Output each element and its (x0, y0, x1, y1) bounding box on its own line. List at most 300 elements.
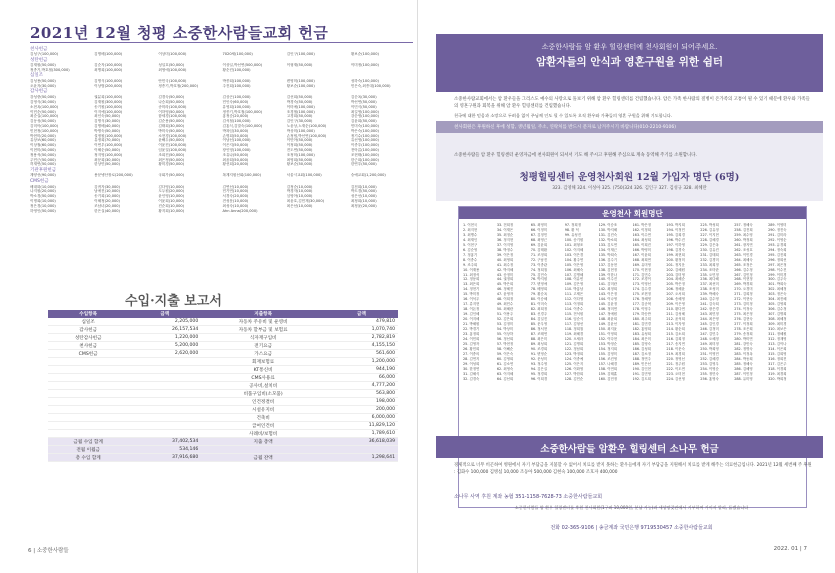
donor-entry: 국회가(50,000) (158, 173, 185, 178)
donor-entry: 이현미(50,000) (30, 147, 56, 152)
member-entry: 38. 박정수 (496, 247, 514, 252)
member-entry: 303. 정은숙 (768, 292, 787, 297)
donor-entry: 이윤진(100,000) (158, 143, 187, 148)
budget-cell (128, 382, 201, 390)
member-entry: 4. 최재인 (463, 237, 478, 242)
donor-entry: 박경자(10,000) (286, 189, 313, 194)
member-entry: 41. 최수정 (496, 262, 514, 267)
member-entry: 40. 최영희 (496, 257, 514, 262)
member-entry: 233. 최희정 (700, 262, 719, 267)
budget-cell: 66,000 (325, 374, 398, 382)
member-entry: 2. 최지현 (463, 227, 478, 232)
budget-cell: 944,190 (325, 366, 398, 374)
member-entry: 197. 이하영 (666, 242, 685, 247)
donor-entry: 강성중(50,000) (30, 95, 56, 100)
donor-entry: 민기연(10,000) (222, 189, 249, 194)
member-entry: 288. 유미영 (734, 376, 753, 381)
member-entry: 133. 김도연 (598, 242, 618, 247)
member-entry: 310. 최보은 (768, 327, 787, 332)
donor-entry: 정은경(10,000) (30, 203, 56, 208)
member-entry: 43. 송정미 (496, 272, 514, 277)
member-entry: 270. 오경미 (734, 287, 753, 292)
member-entry: 248. 오혜정 (700, 336, 719, 341)
member-entry: 291. 김미라 (768, 232, 787, 237)
donor-entry: 최인숙(50,000) (94, 114, 120, 119)
member-entry: 229. 김은옥 (700, 242, 719, 247)
donor-entry: 한상민(50,000) (94, 162, 120, 167)
member-entry: 138. 김현정 (598, 267, 618, 272)
budget-cell: 5,200,000 (128, 342, 201, 350)
member-entry: 214. 황순희 (666, 327, 685, 332)
budget-cell: KT통신비 (201, 366, 325, 374)
member-entry: 263. 이민경 (734, 252, 753, 257)
budget-cell: 총 수입 합계 (48, 454, 128, 462)
member-entry: 14. 정현기 (463, 287, 480, 292)
member-entry: 307. 김명희 (768, 312, 787, 317)
budget-cell: 2,205,000 (128, 318, 201, 326)
budget-cell: 534,146 (128, 446, 201, 454)
budget-cell: 지출 총액 (201, 438, 325, 446)
budget-cell: 1,298,641 (325, 454, 398, 462)
donor-entry: 이민식(50,000) (350, 104, 377, 109)
member-entry: 22. 박경기 (463, 327, 480, 332)
budget-cell: 36,618,039 (325, 438, 398, 446)
member-entry: 171. 김민수 (632, 272, 651, 277)
donor-entry: 조유나(50,000) (222, 152, 249, 157)
donor-entry: 황미경(50,000) (158, 162, 185, 167)
member-entry: 131. 김진숙 (598, 232, 618, 237)
donor-entry: 최윤희(50,000) (222, 157, 249, 162)
member-entry: 6. 김순영 (463, 247, 478, 252)
budget-cell (201, 446, 325, 454)
member-entry: 73. 이종관 (530, 262, 548, 267)
member-entry: 278. 조은희 (734, 327, 753, 332)
budget-cell: 인건정결비 (201, 398, 325, 406)
member-entry: 123. 박정희 (564, 351, 584, 356)
budget-row (48, 446, 398, 454)
contact-strip-text: 천사회원은 후원하신 후에 성함, 생년월일, 주소, 연락처를 반드시 문자로 남겨주시기 바랍니다(010-2210-9106) (454, 125, 677, 130)
donor-entry: 전도연(50,000) (286, 147, 313, 152)
member-entry: 106. 최혜숙 (564, 267, 584, 272)
member-entry: 189. 민은선 (632, 361, 651, 366)
member-entry: 279. 송정희 (734, 331, 753, 336)
member-entry: 128. 김민순 (564, 376, 584, 381)
member-entry: 273. 김미정 (734, 302, 753, 307)
member-entry: 65. 최영미 (530, 223, 548, 227)
member-entry: 287. 이민정 (734, 371, 753, 376)
donor-entry: 황보순(100,000) (350, 52, 379, 57)
donor-entry: 복계지원선회(100,000) (222, 173, 261, 178)
member-entry: 88. 최은미 (530, 336, 548, 341)
member-entry: 317. 김은주 (768, 361, 787, 366)
member-entry: 42. 박지혜 (496, 267, 514, 272)
donor-entry: 황순진(100,000) (222, 68, 251, 73)
member-entry: 47. 윤영자 (496, 292, 514, 297)
donor-entry: 박종희(100,000) (222, 79, 251, 84)
budget-cell: 공사비,설치비 (201, 382, 325, 390)
budget-cell: 563,800 (325, 390, 398, 398)
donor-entry: 조희진(50,000) (158, 152, 185, 157)
member-entry: 172. 조경이 (632, 277, 651, 282)
page-number-left: 6 | 소중한사람들 (28, 548, 69, 554)
member-entry: 194. 이정민 (666, 227, 685, 232)
budget-cell (128, 398, 201, 406)
donor-entry: 최순실(100,000) (30, 114, 59, 119)
donor-entry: 숭예교회(1,200,000) (350, 173, 386, 178)
donor-row (30, 68, 415, 73)
donor-entry: 박은숙(100,000) (350, 128, 379, 133)
member-entry: 284. 박동희 (734, 356, 753, 361)
member-entry: 52. 김은희 (496, 317, 514, 322)
donor-entry: 박도경(50,000) (350, 189, 377, 194)
donor-entry: 황보순(50,000) (286, 162, 313, 167)
member-entry: 62. 최영숙 (496, 366, 514, 371)
donor-entry: 유선영(100,000) (350, 138, 379, 143)
member-entry: 294. 정숙희 (768, 247, 787, 252)
member-entry: 140. 이수진 (598, 277, 618, 282)
member-entry: 272. 이현숙 (734, 297, 753, 302)
member-entry: 162. 이정희 (632, 227, 651, 232)
budget-cell (128, 374, 201, 382)
member-entry: 305. 김영희 (768, 302, 787, 307)
member-entry: 261. 장지연 (734, 242, 753, 247)
donor-entry: 이정희(50,000) (286, 143, 313, 148)
donor-entry: 이민순(50,000) (30, 109, 56, 114)
donor-entry: 민미숙(100,000) (350, 123, 379, 128)
member-entry: 320. 박희정 (768, 376, 787, 381)
member-entry: 204. 최혜순 (666, 277, 685, 282)
member-entry: 145. 김윤정 (598, 302, 618, 307)
donor-entry: 황지희(10,000) (158, 208, 185, 213)
member-entry: 124. 이종예 (564, 356, 584, 361)
donor-row (30, 52, 415, 57)
donor-entry: 최성숙(10,000) (222, 203, 249, 208)
member-entry: 10. 이재용 (463, 267, 480, 272)
member-entry: 29. 이성희 (463, 361, 480, 366)
budget-cell (325, 446, 398, 454)
donor-entry: 박명숙(50,000) (94, 128, 120, 133)
banner-box (436, 34, 823, 92)
member-entry: 107. 김명혜 (564, 272, 584, 277)
budget-cell (48, 430, 128, 438)
donor-entry: 김재원(50,000) (30, 63, 56, 68)
member-entry: 156. 조진영 (598, 356, 618, 361)
donor-entry: 김명식(30,000) (94, 119, 120, 124)
budget-cell: 전월 이월금 (48, 446, 128, 454)
donor-entry: 민은숙,최종대(100,000) (350, 84, 391, 89)
donor-entry: 한연우(50,000) (350, 162, 377, 167)
members-title: 운영천사 회원명단 (602, 209, 663, 218)
donor-entry: 변영미(100,000) (286, 79, 315, 84)
member-entry: 76. 박지원 (530, 277, 548, 282)
member-entry: 7. 정홍기 (463, 252, 478, 257)
member-entry: 264. 최혜숙 (734, 257, 753, 262)
member-entry: 200. 황정미 (666, 257, 685, 262)
donor-entry: 한은실(40,000) (94, 208, 120, 213)
donor-entry: 이하영(50,000) (158, 109, 185, 114)
budget-cell (128, 430, 201, 438)
member-entry: 215. 김소희 (666, 331, 685, 336)
donor-entry: 이은지(50,000) (222, 143, 249, 148)
donor-entry: 박선연(50,000) (350, 99, 377, 104)
hospice-title: 청평힐링센터 운영천사회원 12월 가입자 명단 (6명) (519, 172, 740, 183)
member-entry: 85. 문우영 (530, 322, 548, 327)
donor-entry: 소현옥(100,000) (30, 104, 59, 109)
member-entry: 175. 조현정 (632, 292, 651, 297)
member-entry: 169. 유미영 (632, 262, 651, 267)
member-entry: 23. 홍정희 (463, 331, 480, 336)
donor-entry: 진순희(10,000) (158, 203, 185, 208)
donor-entry: 최정윤(20,000) (350, 203, 377, 208)
donor-entry: 최문희(30,000) (94, 157, 120, 162)
donor-entry: 나지원(20,000) (30, 189, 56, 194)
member-entry: 13. 최은희 (463, 282, 480, 287)
member-entry: 112. 이다영 (564, 297, 584, 302)
budget-cell: 1,220,000 (128, 334, 201, 342)
donor-entry: 이상범(200,000) (94, 84, 123, 89)
member-entry: 98. 황 덕 (564, 227, 579, 232)
member-entry: 16. 이석우 (463, 297, 480, 302)
page-number-right: 2022. 01 | 7 (773, 546, 807, 552)
member-entry: 315. 김희영 (768, 351, 787, 356)
donor-entry: 정종기,박호철(200,000) (158, 84, 198, 89)
member-entry: 182. 홍영희 (632, 327, 651, 332)
donor-entry: 이형재(50,000) (286, 63, 313, 68)
donor-entry: 용문냉산장로(200,000) (94, 173, 133, 178)
budget-row (48, 414, 398, 422)
member-entry: 105. 이은영 (564, 262, 584, 267)
member-entry: 136. 김수기 (598, 257, 618, 262)
budget-cell (128, 414, 201, 422)
member-entry: 232. 김경미 (700, 257, 719, 262)
member-entry: 115. 전석원 (564, 312, 584, 317)
donor-entry: 전아름(100,000) (350, 147, 379, 152)
member-entry: 240. 김수영 (700, 297, 719, 302)
budget-cell (128, 358, 201, 366)
member-entry: 253. 김영우 (700, 361, 719, 366)
member-entry: 5. 이현구 (463, 242, 478, 247)
budget-cell: 건축비 (201, 414, 325, 422)
donor-entry: 최윤호,김민재(30,000) (286, 198, 325, 203)
budget-cell: CMS헌금 (48, 350, 128, 358)
member-entry: 143. 이은정 (598, 292, 618, 297)
member-entry: 266. 김수정 (734, 267, 753, 272)
member-entry: 68. 최영근 (530, 237, 548, 242)
member-entry: 70. 김태환 (530, 247, 548, 252)
budget-cell (48, 390, 128, 398)
member-entry: 292. 이영순 (768, 237, 787, 242)
member-entry: 101. 최형조 (564, 242, 584, 247)
budget-cell: 37,916,680 (128, 454, 201, 462)
member-entry: 75. 김민숙 (530, 272, 548, 277)
member-entry: 83. 신경주 (530, 312, 548, 317)
budget-cell: 1,789,610 (325, 430, 398, 438)
member-entry: 249. 최미정 (700, 341, 719, 346)
member-entry: 300. 김주숙 (768, 277, 787, 282)
member-entry: 67. 김정민 (530, 232, 548, 237)
member-entry: 84. 김일진 (530, 317, 548, 322)
member-entry: 202. 김혜원 (666, 267, 685, 272)
member-entry: 12. 정동희 (463, 277, 480, 282)
donor-row (30, 209, 415, 214)
donor-entry: 성일호(50,000) (158, 63, 185, 68)
member-entry: 199. 최현희 (666, 252, 685, 257)
member-entry: 286. 김혜영 (734, 366, 753, 371)
member-entry: 298. 이수진 (768, 267, 787, 272)
member-entry: 139. 이한나 (598, 272, 618, 277)
member-entry: 297. 최은정 (768, 262, 787, 267)
donor-entry: 유상보(60,000) (30, 138, 56, 143)
budget-cell: 4,777,200 (325, 382, 398, 390)
donor-entry (287, 209, 351, 214)
member-entry: 177. 김준혁 (632, 302, 651, 307)
member-entry: 58. 이해순 (496, 346, 514, 351)
donor-entry: 오윤자(30,000) (30, 84, 56, 89)
member-entry: 97. 정희정 (564, 223, 581, 227)
member-entry: 178. 이영주 (632, 307, 651, 312)
donor-entry (351, 68, 415, 73)
donor-entry: 한근희(100,000) (350, 157, 379, 162)
member-entry: 235. 오민정 (700, 272, 719, 277)
donor-entry: 이종우(100,000) (350, 143, 379, 148)
donor-entry: 손정엽,박선연(100,000) (286, 133, 327, 138)
budget-cell (48, 398, 128, 406)
member-entry: 205. 박은정 (666, 282, 685, 287)
member-entry: 290. 정진숙 (768, 227, 787, 232)
member-entry: 108. 이유빈 (564, 277, 584, 282)
member-entry: 164. 최성희 (632, 237, 651, 242)
member-entry: 245. 김인경 (700, 322, 719, 327)
donor-entry: 설정원(100,000) (94, 133, 123, 138)
donor-row (30, 173, 415, 178)
donor-entry: 이상일,박선연(500,000) (222, 63, 263, 68)
member-entry: 102. 이지혜 (564, 247, 584, 252)
member-entry: 190. 김인현 (632, 366, 651, 371)
member-entry: 153. 박정순 (598, 341, 618, 346)
budget-cell: 11,829,120 (325, 422, 398, 430)
member-entry: 66. 이정미 (530, 227, 548, 232)
member-entry: 302. 최혜정 (768, 287, 787, 292)
donor-entry: 박경숙(50,000) (286, 99, 313, 104)
member-entry: 170. 이현정 (632, 267, 651, 272)
member-entry: 34. 이재은 (496, 227, 514, 232)
member-entry: 280. 박미연 (734, 336, 753, 341)
budget-cell (48, 366, 128, 374)
member-entry: 127. 박한희 (564, 371, 584, 376)
donor-entry: 김인구(30,000) (286, 119, 313, 124)
member-entry: 246. 김정미 (700, 327, 719, 332)
member-entry: 63. 이지혜 (496, 371, 514, 376)
budget-cell: 금월 수입 합계 (48, 438, 128, 446)
donor-entry: 최길영(100,000) (350, 109, 379, 114)
member-entry: 276. 김현숙 (734, 317, 753, 322)
member-entry: 213. 이자영 (666, 322, 685, 327)
donor-entry: 김재원(300,000) (94, 99, 123, 104)
donor-entry: 김순용(50,000) (158, 119, 185, 124)
member-entry: 142. 최정희 (598, 287, 618, 292)
member-entry: 92. 문성미 (530, 356, 548, 361)
donor-entry: Ahn Anna(200,000) (222, 208, 258, 213)
budget-cell: 비품구입비(소모품) (201, 390, 325, 398)
donor-entry: 최은선(10,000) (286, 203, 313, 208)
hospice-names: 323. 김영해 324. 이성아 325. (750)324 326. 김인구 327. 김성규 328. 최혜란 (552, 186, 707, 191)
donor-row (30, 84, 415, 89)
member-entry: 239. 박혜숙 (700, 292, 719, 297)
member-entry: 59. 이은숙 (496, 351, 514, 356)
member-entry: 285. 정혜숙 (734, 361, 753, 366)
member-entry: 236. 최다혜 (700, 277, 719, 282)
member-entry: 119. 최혜경 (564, 331, 584, 336)
member-entry: 250. 박희영 (700, 346, 719, 351)
donor-entry: 손명희(50,000) (222, 133, 249, 138)
member-entry: 308. 최혜정 (768, 317, 787, 322)
donor-entry: 유영희(100,000) (222, 104, 251, 109)
donor-entry: 나승희(50,000) (158, 99, 185, 104)
member-entry: 31. 김혜식 (463, 371, 480, 376)
right-page (418, 0, 835, 573)
member-entry: 238. 조성미 (700, 287, 719, 292)
member-entry: 255. 정민숙 (700, 371, 719, 376)
member-entry: 207. 오서희 (666, 292, 685, 297)
member-entry: 256. 홍영숙 (700, 376, 719, 381)
member-entry: 282. 정명숙 (734, 346, 753, 351)
donor-entry: 김윤희(50,000) (350, 119, 377, 124)
budget-cell: 561,600 (325, 350, 398, 358)
donor-entry (351, 209, 415, 214)
member-entry: 267. 김민정 (734, 272, 753, 277)
member-entry: 318. 이경희 (768, 366, 787, 371)
members-grid (463, 223, 802, 382)
donor-entry: 박현미(20,000) (30, 133, 56, 138)
budget-row (48, 342, 398, 350)
member-entry: 157. 나혜경 (598, 361, 618, 366)
member-entry: 122. 정남희 (564, 346, 584, 351)
donor-entry: 계양선(90,000) (30, 173, 56, 178)
member-entry: 69. 김윤희 (530, 242, 548, 247)
donor-entry: 윤해두(50,000) (158, 138, 185, 143)
donor-entry: 안민국(100,000) (158, 79, 187, 84)
member-entry: 218. 이문숙 (666, 346, 685, 351)
budget-row (48, 350, 398, 358)
budget-row (48, 390, 398, 398)
budget-cell: CMS사용료 (201, 374, 325, 382)
member-entry: 217. 송지연 (666, 341, 685, 346)
member-entry: 251. 이영민 (700, 351, 719, 356)
donor-entry: 김명식(100,000) (94, 79, 123, 84)
member-entry: 152. 이다현 (598, 336, 618, 341)
donor-entry: 이명희(10,000) (30, 198, 56, 203)
member-entry: 120. 오세라 (564, 336, 584, 341)
member-entry: 33. 전희정 (496, 223, 514, 227)
member-entry: 114. 이종수 (564, 307, 584, 312)
donor-row (30, 162, 415, 167)
budget-row (48, 422, 398, 430)
donor-list (30, 46, 415, 213)
intro-paragraph: 소중한사람교회에서는 암 환우들을 그리스도 예수의 사랑으로 돌보기 위해 암 환우 힐링센터를 건립했습니다. 암은 가족 한사람의 질병이 온가족의 고통이 될 수 있기 때문에 환우와 가족들의 영혼구원과 회복을 위해 암 환우 힐링센터를 건립했습니다. (454, 97, 810, 109)
member-entry: 81. 이미숙 (530, 302, 548, 307)
member-entry: 275. 최은정 (734, 312, 753, 317)
member-entry: 241. 김숙희 (700, 302, 719, 307)
member-entry: 223. 오미현 (666, 371, 685, 376)
budget-cell (48, 358, 128, 366)
donor-entry: 김귀자(30,000) (94, 184, 120, 189)
member-entry: 219. 최경희 (666, 351, 685, 356)
member-entry: 93. 정수영 (530, 361, 548, 366)
member-entry: 61. 김소연 (496, 361, 514, 366)
support-paragraph: 소중한사람들 암 환우 힐링센터 운영자금에 천사회원이 되셔서 기도 해 주시고 후원해 주심으로 계속 동역해 주기를 소원합니다. (454, 153, 697, 158)
budget-cell: 십일조 (48, 318, 128, 326)
member-entry: 30. 한정연 (463, 366, 480, 371)
